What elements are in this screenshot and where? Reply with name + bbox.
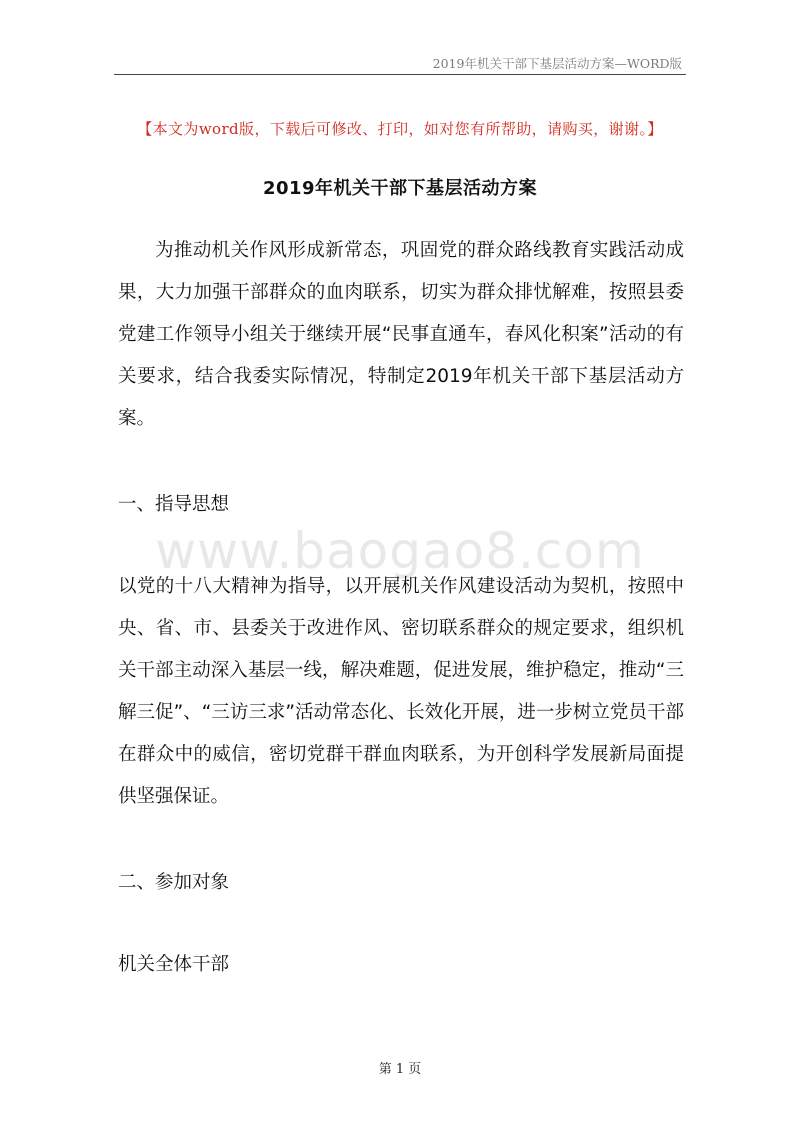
section-body-guiding-ideology: 以党的十八大精神为指导，以开展机关作风建设活动为契机，按照中央、省、市、县委关于改进作风、密切联系群众的规定要求，组织机关干部主动深入基层一线，解决难题，促进发展，维护稳定，推动“三解三促”、“三访三求”活动常态化、长效化开展，进一步树立党员干部在群众中的威信，密切党群干群血肉联系，为开创科学发展新局面提供坚强保证。 [118,576,684,807]
page-number: 第 1 页 [378,1062,422,1077]
watermark: www.baogao8.com [155,522,645,580]
section-heading-guiding-ideology: 一、指导思想 [118,494,230,515]
download-notice: 【本文为word版，下载后可修改、打印，如对您有所帮助，请购买，谢谢。】 [137,120,663,138]
document-title: 2019年机关干部下基层活动方案 [262,178,538,199]
section-body-participants: 机关全体干部 [118,954,230,975]
header-divider [114,74,686,75]
section-heading-participants: 二、参加对象 [118,872,230,893]
intro-paragraph: 为推动机关作风形成新常态，巩固党的群众路线教育实践活动成果，大力加强干部群众的血肉联系，切实为群众排忧解难，按照县委党建工作领导小组关于继续开展“民事直通车，春风化积案”活动的有关要求，结合我委实际情况，特制定2019年机关干部下基层活动方案。 [118,240,684,429]
running-header: 2019年机关干部下基层活动方案—WORD版 [432,56,682,71]
